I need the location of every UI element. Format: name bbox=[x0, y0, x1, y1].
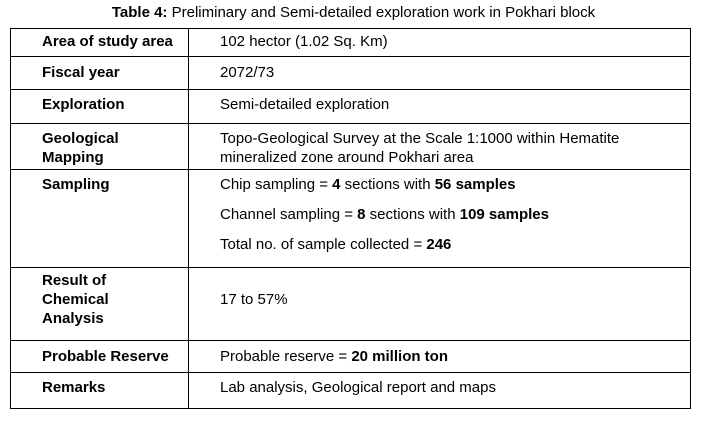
value-line: mineralized zone around Pokhari area bbox=[220, 149, 474, 166]
chip-sampling-line bbox=[220, 175, 690, 194]
row-value-geological-mapping bbox=[189, 124, 691, 170]
label-line: Result of bbox=[42, 272, 107, 289]
row-value-area: 102 hector (1.02 Sq. Km) bbox=[189, 29, 691, 57]
exploration-table bbox=[10, 28, 691, 409]
total-samples-line bbox=[220, 235, 690, 254]
table-row bbox=[11, 124, 691, 170]
channel-samples: 109 samples bbox=[459, 206, 549, 223]
channel-sampling-line bbox=[220, 205, 690, 224]
row-value-chemical-analysis: 17 to 57% bbox=[189, 268, 691, 341]
table-row bbox=[11, 57, 691, 90]
label-line: Analysis bbox=[42, 310, 104, 327]
table-row bbox=[11, 373, 691, 409]
label-line: Geological bbox=[42, 130, 119, 147]
row-label-exploration: Exploration bbox=[11, 90, 189, 124]
total-count: 246 bbox=[426, 236, 452, 253]
row-label-chemical-analysis bbox=[11, 268, 189, 341]
table-row bbox=[11, 170, 691, 268]
channel-sections: 8 bbox=[357, 206, 366, 223]
channel-mid: sections with bbox=[365, 206, 460, 223]
chip-mid: sections with bbox=[340, 176, 435, 193]
table-row bbox=[11, 268, 691, 341]
chip-prefix: Chip sampling = bbox=[220, 176, 333, 193]
row-label-probable-reserve: Probable Reserve bbox=[11, 341, 189, 373]
table-row bbox=[11, 29, 691, 57]
table-row bbox=[11, 341, 691, 373]
row-label-remarks: Remarks bbox=[11, 373, 189, 409]
table-caption bbox=[0, 4, 707, 21]
row-value-remarks: Lab analysis, Geological report and maps bbox=[189, 373, 691, 409]
value-line: Topo-Geological Survey at the Scale 1:1000 within Hematite bbox=[220, 130, 620, 147]
channel-prefix: Channel sampling = bbox=[220, 206, 358, 223]
table-number: Table 4: bbox=[111, 4, 168, 21]
row-label-geological-mapping bbox=[11, 124, 189, 170]
row-value-fiscal-year: 2072/73 bbox=[189, 57, 691, 90]
row-label-fiscal-year: Fiscal year bbox=[11, 57, 189, 90]
chip-samples: 56 samples bbox=[434, 176, 516, 193]
reserve-prefix: Probable reserve = bbox=[220, 348, 352, 365]
label-line: Chemical bbox=[42, 291, 109, 308]
row-value-sampling bbox=[189, 170, 691, 268]
table-title: Preliminary and Semi-detailed exploration work in Pokhari block bbox=[167, 4, 596, 21]
row-value-probable-reserve bbox=[189, 341, 691, 373]
row-value-exploration: Semi-detailed exploration bbox=[189, 90, 691, 124]
label-line: Mapping bbox=[42, 149, 104, 166]
chip-sections: 4 bbox=[332, 176, 341, 193]
table-row bbox=[11, 90, 691, 124]
total-prefix: Total no. of sample collected = bbox=[220, 236, 427, 253]
row-label-sampling: Sampling bbox=[11, 170, 189, 268]
reserve-amount: 20 million ton bbox=[351, 348, 449, 365]
row-label-area: Area of study area bbox=[11, 29, 189, 57]
